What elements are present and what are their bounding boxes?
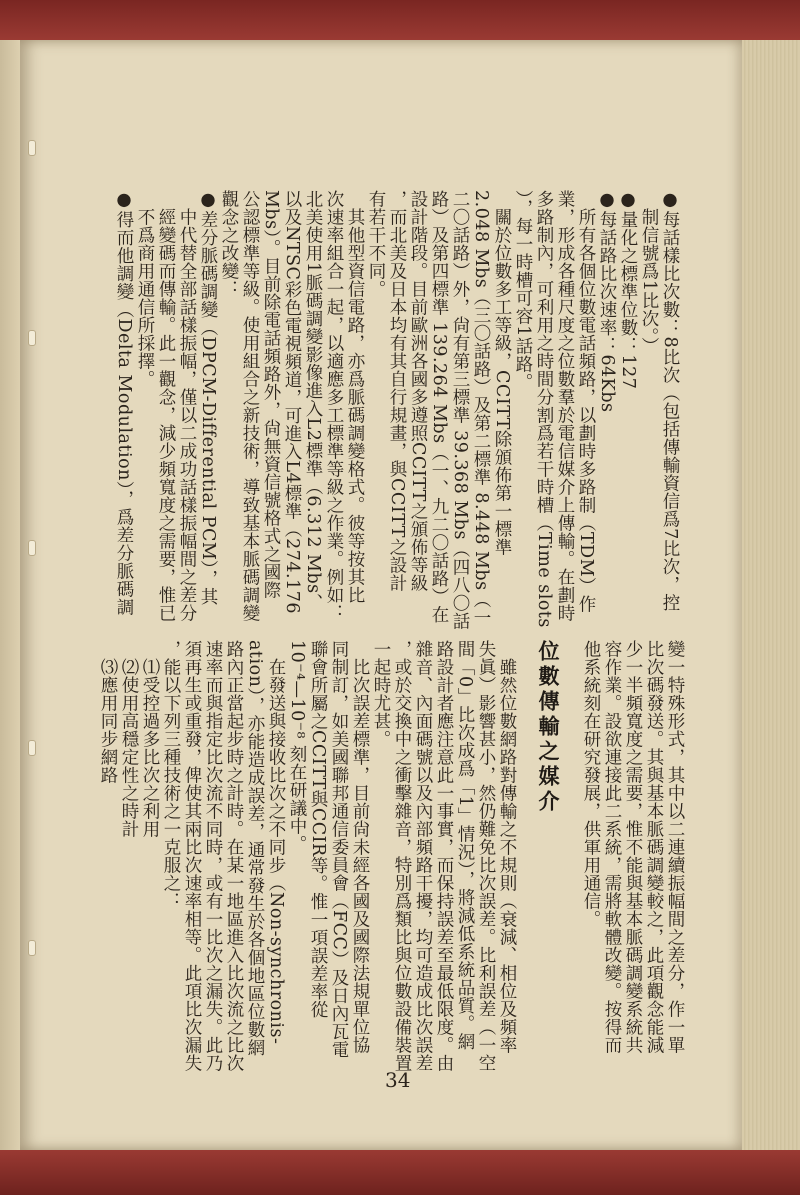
text-line: 經變碼而傳輸。此一觀念，減少頻寬度之需要，惟已 [156,190,176,622]
text-line: 次速率組合一起，以適應多工標準等級之作業。例如： [324,190,344,622]
text-line: 雖然位數網路對傳輸之不規則（衰減、相位及頻率 [497,640,517,1054]
text-line: 失眞）影響甚小，然仍難免比次誤差。比利誤差（一空 [476,640,496,1072]
text-line: 比次碼發送。其與基本脈碼調變較之，此項觀念能減 [644,640,664,1054]
text-line: 北美使用1脈碼調變影像進入L2標準（6.312 Mbs、 [303,190,323,612]
text-line: ，而北美及日本均有其自行規畫，與CCITT之設計 [387,190,407,592]
text-line: 間「0」比次成爲「1」情況），將減低系統品質。網 [455,640,475,1051]
text-line: ●量化之標準位數：127 [618,190,638,390]
text-line: 以及NTSC彩色電視頻道，可進入L4標準（274.176 [282,190,302,614]
text-line: 容作業。設欲連接此二系統，需將軟體改變。按得而 [602,640,622,1054]
text-line: ⑵使用高穩定性之時計 [119,640,139,838]
text-line: 一起時尤甚。 [371,640,391,748]
book-cover-top [0,0,800,40]
binding-stitch [28,940,36,956]
text-line: 變一特殊形式，其中以二連續振幅間之差分，作一單 [665,640,685,1054]
binding-stitch [28,740,36,756]
text-line: 須再生或重發，俾使其兩比次速率相等。此項比次漏失 [182,640,202,1072]
page-number: 34 [385,1068,411,1092]
facing-page-edge [0,40,20,1150]
text-line [559,640,580,1072]
text-line: 有若干不同。 [366,190,386,298]
text-line: 關於位數多工等級，CCITT除頒佈第一標準 [492,190,512,556]
text-line: ⑴受控過多比次之利用 [140,640,160,838]
text-line: ⑶應用同步網路 [98,640,118,784]
text-line: 業，形成各種尺度之位數羣於電信媒介上傳輸。在劃時 [555,190,575,622]
text-line [517,640,538,1072]
upper-text-block [113,190,680,630]
text-line: ation），亦能造成誤差，通常發生於各個地區位數網 [245,640,265,1057]
binding-stitch [28,540,36,556]
book-cover-bottom [0,1150,800,1195]
text-line: ●差分脈碼調變（DPCM-Differential PCM），其 [198,190,218,606]
text-line: 制信號爲1比次。） [639,190,659,355]
page-stack-edge [742,40,800,1150]
text-line: 同制訂，如美國聯邦通信委員會（FCC）及日內瓦電 [329,640,349,1059]
text-line: 多路制內，可利用之時間分割爲若干時槽（Time slots [534,190,554,628]
binding-stitch [28,140,36,156]
text-line: 速率而與指定比次流不同時，或有一比次之漏失。此乃 [203,640,223,1072]
text-line: 少一半頻寬度之需要，惟不能與基本脈碼調變系統共 [623,640,643,1054]
text-line: 路內正當起步時之計時。在某一地區進入比次流之比次 [224,640,244,1072]
text-line: 在發送與接收比次之不同步（Non-synchronis- [266,640,286,1045]
text-line: ●每話樣比次數：8比次（包括傳輸資信爲7比次，控 [660,190,680,612]
text-line: ●得而他調變（Delta Modulation），爲差分脈碼調 [114,190,134,617]
text-line: 聯會所屬之CCITT與CCIR等。惟一項誤差率從 [308,640,328,1019]
text-line: 比次誤差標準，目前尙未經各國及國際法規單位協 [350,640,370,1054]
text-line: 路設計者應注意此一事實，而保持誤差至最低限度。由 [434,640,454,1072]
text-line: 路）及第四標準 139.264 Mbs（一、九二〇話路）在 [429,190,449,624]
text-line: 設計階段。目前歐洲各國多遵照CCITT之頒佈等級 [408,190,428,592]
text-line: Mbs）。目前除電話頻路外，尙無資信號格式之國際 [261,190,281,599]
text-line: ，或於交換中之衝擊雜音，特別爲類比與位數設備裝置 [392,640,412,1072]
text-line: 中代替全部話樣振幅，僅以二成功話樣振幅間之差分 [177,190,197,622]
text-line: ，能以下列三種技術之一克服之： [161,640,181,910]
text-line: 10⁻⁴—10⁻⁸ 刻在研議中。 [287,640,307,854]
text-line: ），每一時槽可容1話路。 [513,190,533,391]
text-line: 觀念之改變： [219,190,239,298]
text-line: 所有各個位數電話頻路，以劃時多路制（TDM）作 [576,190,596,614]
text-line: 二〇話路）外，尙有第三標準 39.368 Mbs（四八〇話 [450,190,470,630]
text-line: 公認標準等級。使用組合之新技術，導致基本脈碼調變 [240,190,260,622]
text-line: 雜音、內面碼號以及內部頻路干擾，均可造成比次誤差 [413,640,433,1072]
binding-stitch [28,330,36,346]
text-line: 不爲商用通信所採擇。 [135,190,155,388]
section-heading: 位數傳輸之媒介 [536,640,561,815]
text-line: 其他型資信電路，亦爲脈碼調變格式。彼等按其比 [345,190,365,604]
lower-text-block [97,640,685,1072]
text-line: 2.048 Mbs（三〇話路）及第二標準 8.448 Mbs（一 [471,190,491,627]
text-line: ●每話路比次速率：64Kbs [597,190,617,413]
text-line: 他系統刻在研究發展，供軍用通信。 [581,640,601,928]
